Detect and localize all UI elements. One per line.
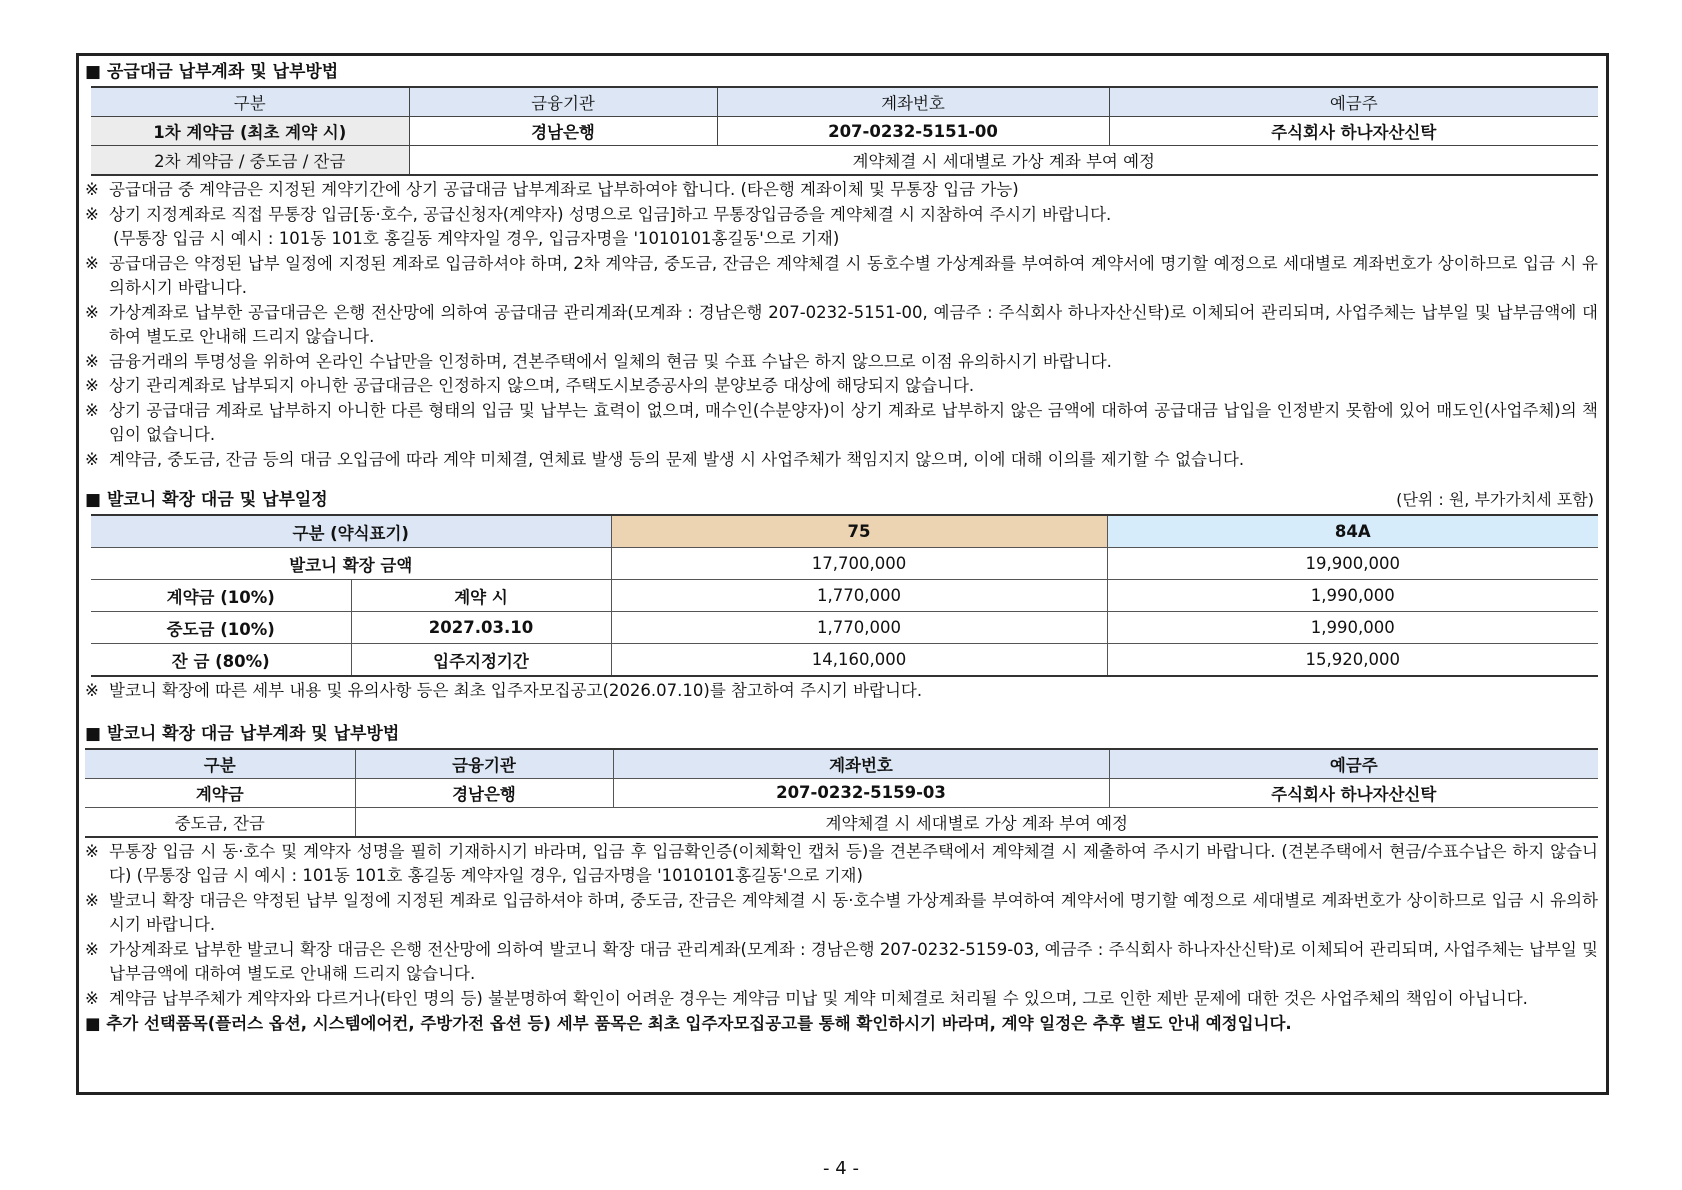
document-frame bbox=[76, 53, 1609, 1095]
virtual-account-note: 계약체결 시 세대별로 가상 계좌 부여 예정 bbox=[409, 146, 1598, 176]
payment-75: 1,770,000 bbox=[611, 580, 1107, 612]
amount-84a: 19,900,000 bbox=[1107, 548, 1598, 580]
row-category: 중도금, 잔금 bbox=[85, 807, 355, 837]
payment-75: 14,160,000 bbox=[611, 644, 1107, 677]
header-type-75: 75 bbox=[611, 515, 1107, 548]
note-item: ※ 공급대금 중 계약금은 지정된 계약기간에 상기 공급대금 납부계좌로 납부하여야 합니다. (타은행 계좌이체 및 무통장 입금 가능) bbox=[85, 178, 1598, 203]
table-row bbox=[91, 117, 1598, 146]
payment-when: 2027.03.10 bbox=[351, 612, 611, 644]
table-row bbox=[91, 548, 1598, 580]
additional-options-notice: ■ 추가 선택품목(플러스 옵션, 시스템에어컨, 주방가전 옵션 등) 세부 품목은 최초 입주자모집공고를 통해 확인하시기 바라며, 계약 일정은 추후 별도 안내 예정입니다. bbox=[85, 1014, 1292, 1033]
amount-label: 발코니 확장 금액 bbox=[91, 548, 611, 580]
note-example: (무통장 입금 시 예시 : 101동 101호 홍길동 계약자일 경우, 입금자명을 '1010101홍길동'으로 기재) bbox=[113, 229, 840, 248]
table-row bbox=[91, 644, 1598, 677]
unit-label: (단위 : 원, 부가가치세 포함) bbox=[1396, 490, 1594, 509]
payment-label: 중도금 (10%) bbox=[91, 612, 351, 644]
balcony-payment-account-table bbox=[85, 748, 1598, 838]
header-account-holder: 예금주 bbox=[1109, 749, 1598, 779]
payment-when: 계약 시 bbox=[351, 580, 611, 612]
header-category: 구분 bbox=[91, 87, 409, 117]
table-row bbox=[85, 807, 1598, 837]
note-item: ※ 가상계좌로 납부한 공급대금은 은행 전산망에 의하여 공급대금 관리계좌(모계좌 : 경남은행 207-0232-5151-00, 예금주 : 주식회사 하나자산신탁)로 이체되어 관리되며, 사업주체는 납부일 및 납부금액에 대하여 별도로 안내해 드리지 않습니다. bbox=[85, 302, 1598, 346]
payment-84a: 1,990,000 bbox=[1107, 580, 1598, 612]
row-bank: 경남은행 bbox=[355, 778, 613, 807]
section1-title: ■ 공급대금 납부계좌 및 납부방법 bbox=[85, 62, 339, 82]
table-header-row bbox=[91, 515, 1598, 548]
note-item: ※ 상기 공급대금 계좌로 납부하지 아니한 다른 형태의 입금 및 납부는 효력이 없으며, 매수인(수분양자)이 상기 계좌로 납부하지 않은 금액에 대하여 공급대금 납입을 인정받지 못함에 있어 매도인(사업주체)의 책임이 없습니다. bbox=[85, 400, 1598, 444]
amount-75: 17,700,000 bbox=[611, 548, 1107, 580]
table-row bbox=[85, 778, 1598, 807]
payment-when: 입주지정기간 bbox=[351, 644, 611, 677]
header-bank: 금융기관 bbox=[355, 749, 613, 779]
note-mark: ※ bbox=[85, 180, 99, 199]
table-row bbox=[91, 612, 1598, 644]
virtual-account-note: 계약체결 시 세대별로 가상 계좌 부여 예정 bbox=[355, 807, 1598, 837]
row-account-number: 207-0232-5159-03 bbox=[613, 778, 1109, 807]
payment-label: 잔 금 (80%) bbox=[91, 644, 351, 677]
section3-notes bbox=[85, 840, 1598, 1012]
row-category: 1차 계약금 (최초 계약 시) bbox=[91, 117, 409, 146]
page-number: - 4 - bbox=[823, 1158, 859, 1179]
note-item: ※ 상기 지정계좌로 직접 무통장 입금[동·호수, 공급신청자(계약자) 성명으로 입금]하고 무통장입금증을 계약체결 시 지참하여 주시기 바랍니다. bbox=[85, 204, 1112, 224]
row-category: 계약금 bbox=[85, 778, 355, 807]
header-account-number: 계좌번호 bbox=[613, 749, 1109, 779]
section1-notes bbox=[85, 178, 1598, 472]
table-row bbox=[91, 146, 1598, 176]
payment-84a: 15,920,000 bbox=[1107, 644, 1598, 677]
header-account-number: 계좌번호 bbox=[717, 87, 1109, 117]
header-type-84a: 84A bbox=[1107, 515, 1598, 548]
payment-label: 계약금 (10%) bbox=[91, 580, 351, 612]
header-category: 구분 bbox=[85, 749, 355, 779]
header-account-holder: 예금주 bbox=[1109, 87, 1598, 117]
header-category: 구분 (약식표기) bbox=[91, 515, 611, 548]
table-header-row bbox=[85, 749, 1598, 779]
note-item: ※ 금융거래의 투명성을 위하여 온라인 수납만을 인정하며, 견본주택에서 일체의 현금 및 수표 수납은 하지 않으므로 이점 유의하시기 바랍니다. bbox=[85, 351, 1112, 371]
note-item: ※ 계약금, 중도금, 잔금 등의 대금 오입금에 따라 계약 미체결, 연체료 발생 등의 문제 발생 시 사업주체가 책임지지 않으며, 이에 대해 이의를 제기할 수 없습니다. bbox=[85, 449, 1245, 469]
table-row bbox=[91, 580, 1598, 612]
section3-title: ■ 발코니 확장 대금 납부계좌 및 납부방법 bbox=[85, 723, 400, 744]
note-item: ※ 발코니 확장에 따른 세부 내용 및 유의사항 등은 최초 입주자모집공고(2026.07.10)를 참고하여 주시기 바랍니다. bbox=[85, 681, 923, 700]
note-item: ※ 계약금 납부주체가 계약자와 다르거나(타인 명의 등) 불분명하여 확인이 어려운 경우는 계약금 미납 및 계약 미체결로 처리될 수 있으며, 그로 인한 제반 문제에 대한 것은 사업주체의 책임이 아닙니다. bbox=[85, 988, 1528, 1008]
balcony-schedule-table bbox=[91, 514, 1598, 677]
note-item: ※ 가상계좌로 납부한 발코니 확장 대금은 은행 전산망에 의하여 발코니 확장 대금 관리계좌(모계좌 : 경남은행 207-0232-5159-03, 예금주 : 주식회사 하나자산신탁)로 이체되어 관리되며, 사업주체는 납부일 및 납부금액에 대하여 별도로 안내해 드리지 않습니다. bbox=[85, 939, 1598, 983]
row-account-number: 207-0232-5151-00 bbox=[717, 117, 1109, 146]
section2-title: ■ 발코니 확장 대금 및 납부일정 (단위 : 원, 부가가치세 포함) bbox=[85, 486, 1598, 514]
section2-notes bbox=[85, 679, 1598, 704]
row-account-holder: 주식회사 하나자산신탁 bbox=[1109, 778, 1598, 807]
payment-75: 1,770,000 bbox=[611, 612, 1107, 644]
row-account-holder: 주식회사 하나자산신탁 bbox=[1109, 117, 1598, 146]
payment-84a: 1,990,000 bbox=[1107, 612, 1598, 644]
row-category: 2차 계약금 / 중도금 / 잔금 bbox=[91, 146, 409, 176]
note-item: ※ 공급대금은 약정된 납부 일정에 지정된 계좌로 입금하셔야 하며, 2차 계약금, 중도금, 잔금은 계약체결 시 동호수별 가상계좌를 부여하여 계약서에 명기할 예정으로 세대별로 계좌번호가 상이하므로 입금 시 유의하시기 바랍니다. bbox=[85, 253, 1598, 297]
note-item: ※ 무통장 입금 시 동·호수 및 계약자 성명을 필히 기재하시기 바라며, 입금 후 입금확인증(이체확인 캡처 등)을 견본주택에서 계약체결 시 제출하여 주시기 바랍니다. (견본주택에서 현금/수표수납은 하지 않습니다) (무통장 입금 시 예시 : 101동 101호 홍길동 계약자일 경우, 입금자명을 '1010101홍길동'으로 기재) bbox=[85, 841, 1598, 885]
header-bank: 금융기관 bbox=[409, 87, 717, 117]
note-item: ※ 발코니 확장 대금은 약정된 납부 일정에 지정된 계좌로 입금하셔야 하며, 중도금, 잔금은 계약체결 시 동·호수별 가상계좌를 부여하여 계약서에 명기할 예정으로 세대별로 계좌번호가 상이하므로 입금 시 유의하시기 바랍니다. bbox=[85, 890, 1598, 934]
note-item: ※ 상기 관리계좌로 납부되지 아니한 공급대금은 인정하지 않으며, 주택도시보증공사의 분양보증 대상에 해당되지 않습니다. bbox=[85, 376, 975, 395]
supply-payment-account-table bbox=[91, 86, 1598, 176]
row-bank: 경남은행 bbox=[409, 117, 717, 146]
table-header-row bbox=[91, 87, 1598, 117]
